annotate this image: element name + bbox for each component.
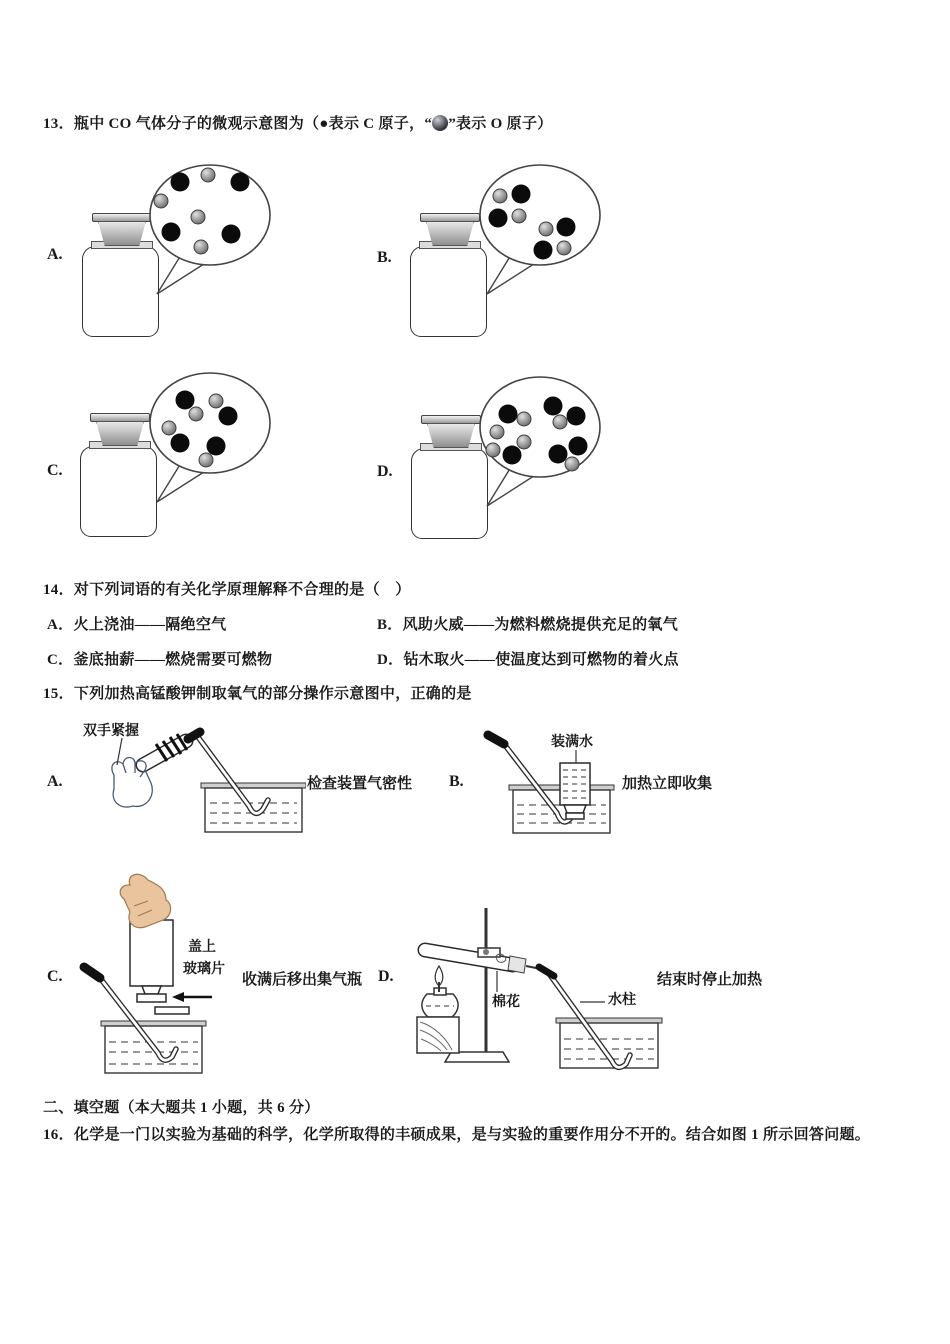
carbon-atom — [534, 241, 553, 260]
q13-option-b-label: B. — [377, 249, 392, 266]
q13-stem-suffix: ”表示 O 原子） — [448, 116, 553, 132]
molecule-bubble — [147, 371, 273, 506]
q14-option-b-text: 风助火威——为燃料燃烧提供充足的氧气 — [402, 617, 679, 633]
bottle-stopper — [426, 221, 474, 246]
carbon-atom — [512, 185, 531, 204]
molecule-diagram — [477, 163, 603, 267]
oxygen-atom — [486, 443, 501, 458]
q13-option-a — [40, 160, 285, 345]
oxygen-atom — [199, 453, 214, 468]
q13-stem-prefix: 13．瓶中 CO 气体分子的微观示意图为（●表示 C 原子，“ — [43, 116, 433, 132]
carbon-atom — [567, 407, 586, 426]
q13-stem — [43, 112, 553, 133]
q15-d-annotation-1: 棉花 — [492, 993, 520, 1009]
q15-b-caption: 加热立即收集 — [622, 775, 713, 792]
carbon-atom — [499, 405, 518, 424]
q14-option-d-text: 钻木取火——使温度达到可燃物的着火点 — [403, 652, 679, 668]
carbon-atom — [171, 173, 190, 192]
q14-option-c — [47, 648, 272, 669]
section2-title: 二、填空题（本大题共 1 小题，共 6 分） — [43, 1100, 320, 1116]
q15-c-caption: 收满后移出集气瓶 — [242, 971, 363, 988]
q15-diagram-d-stop-heating — [400, 878, 675, 1078]
oxygen-atom — [162, 421, 177, 436]
molecule-diagram — [477, 375, 603, 479]
oxygen-atom — [493, 189, 508, 204]
carbon-atom — [162, 223, 181, 242]
q14-option-d — [377, 648, 679, 669]
q15-b-annotation: 装满水 — [551, 733, 593, 749]
molecule-diagram — [147, 163, 273, 267]
carbon-atom — [219, 407, 238, 426]
bottle-cap — [92, 213, 152, 222]
bottle-body — [80, 446, 157, 537]
oxygen-atom — [565, 457, 580, 472]
q14-option-b — [377, 613, 678, 634]
q15-diagram-b-collect — [480, 713, 620, 853]
oxygen-atom — [512, 209, 527, 224]
q15-stem: 15．下列加热高锰酸钾制取氧气的部分操作示意图中，正确的是 — [43, 686, 472, 702]
q15-option-c-label: C. — [47, 968, 63, 985]
q14-option-d-label: D． — [377, 652, 404, 668]
q14-option-b-label: B． — [377, 617, 403, 633]
q13-option-b — [370, 160, 615, 345]
q14-option-a-label: A． — [47, 617, 74, 633]
carbon-atom — [503, 446, 522, 465]
oxygen-atom — [553, 415, 568, 430]
oxygen-atom — [557, 241, 572, 256]
bottle-cap — [420, 213, 480, 222]
q13-option-d — [370, 370, 615, 555]
oxygen-atom — [490, 425, 505, 440]
q13-option-a-label: A. — [47, 246, 63, 263]
q16-text: 16．化学是一门以实验为基础的科学，化学所取得的丰硕成果，是与实验的重要作用分不开的。结合如图 1 所示回答问题。 — [43, 1127, 871, 1143]
q14-option-c-label: C． — [47, 652, 74, 668]
oxygen-atom — [517, 435, 532, 450]
carbon-atom — [569, 437, 588, 456]
carbon-atom — [222, 225, 241, 244]
molecule-diagram — [147, 371, 273, 475]
carbon-atom — [489, 209, 508, 228]
q15-option-b-label: B. — [449, 773, 464, 790]
carbon-atom — [557, 218, 576, 237]
q14-option-c-text: 釜底抽薪——燃烧需要可燃物 — [73, 652, 273, 668]
oxygen-atom — [191, 210, 206, 225]
q15-option-d-label: D. — [378, 968, 394, 985]
bottle-body — [410, 246, 487, 337]
q13-option-d-label: D. — [377, 463, 393, 480]
carbon-atom — [231, 173, 250, 192]
oxygen-atom — [539, 222, 554, 237]
carbon-atom — [171, 434, 190, 453]
oxygen-atom — [209, 394, 224, 409]
q14-option-a — [47, 613, 226, 634]
bottle-cap — [90, 413, 150, 422]
oxygen-atom — [189, 407, 204, 422]
bottle-cap — [421, 415, 481, 424]
q14-option-a-text: 火上浇油——隔绝空气 — [73, 617, 227, 633]
q15-d-caption: 结束时停止加热 — [657, 971, 763, 988]
oxygen-atom — [194, 240, 209, 255]
q14-stem: 14．对下列词语的有关化学原理解释不合理的是（ ） — [43, 582, 411, 598]
q15-c-annotation-2: 玻璃片 — [183, 960, 225, 976]
bottle-stopper — [98, 221, 146, 246]
oxygen-atom — [154, 194, 169, 209]
bottle-stopper — [427, 423, 475, 448]
molecule-bubble — [477, 163, 603, 298]
oxygen-atom — [517, 412, 532, 427]
bottle-stopper — [96, 421, 144, 446]
carbon-atom — [544, 397, 563, 416]
oxygen-atom-icon — [432, 115, 448, 131]
q13-option-c-label: C. — [47, 462, 63, 479]
q15-option-a-label: A. — [47, 773, 63, 790]
oxygen-atom — [201, 168, 216, 183]
q15-c-annotation-1: 盖上 — [188, 938, 216, 954]
q13-option-c — [40, 368, 285, 553]
q15-a-annotation: 双手紧握 — [83, 722, 139, 738]
q15-a-caption: 检查装置气密性 — [307, 775, 413, 792]
molecule-bubble — [477, 375, 603, 510]
molecule-bubble — [147, 163, 273, 298]
q15-d-annotation-2: 水柱 — [608, 991, 636, 1007]
